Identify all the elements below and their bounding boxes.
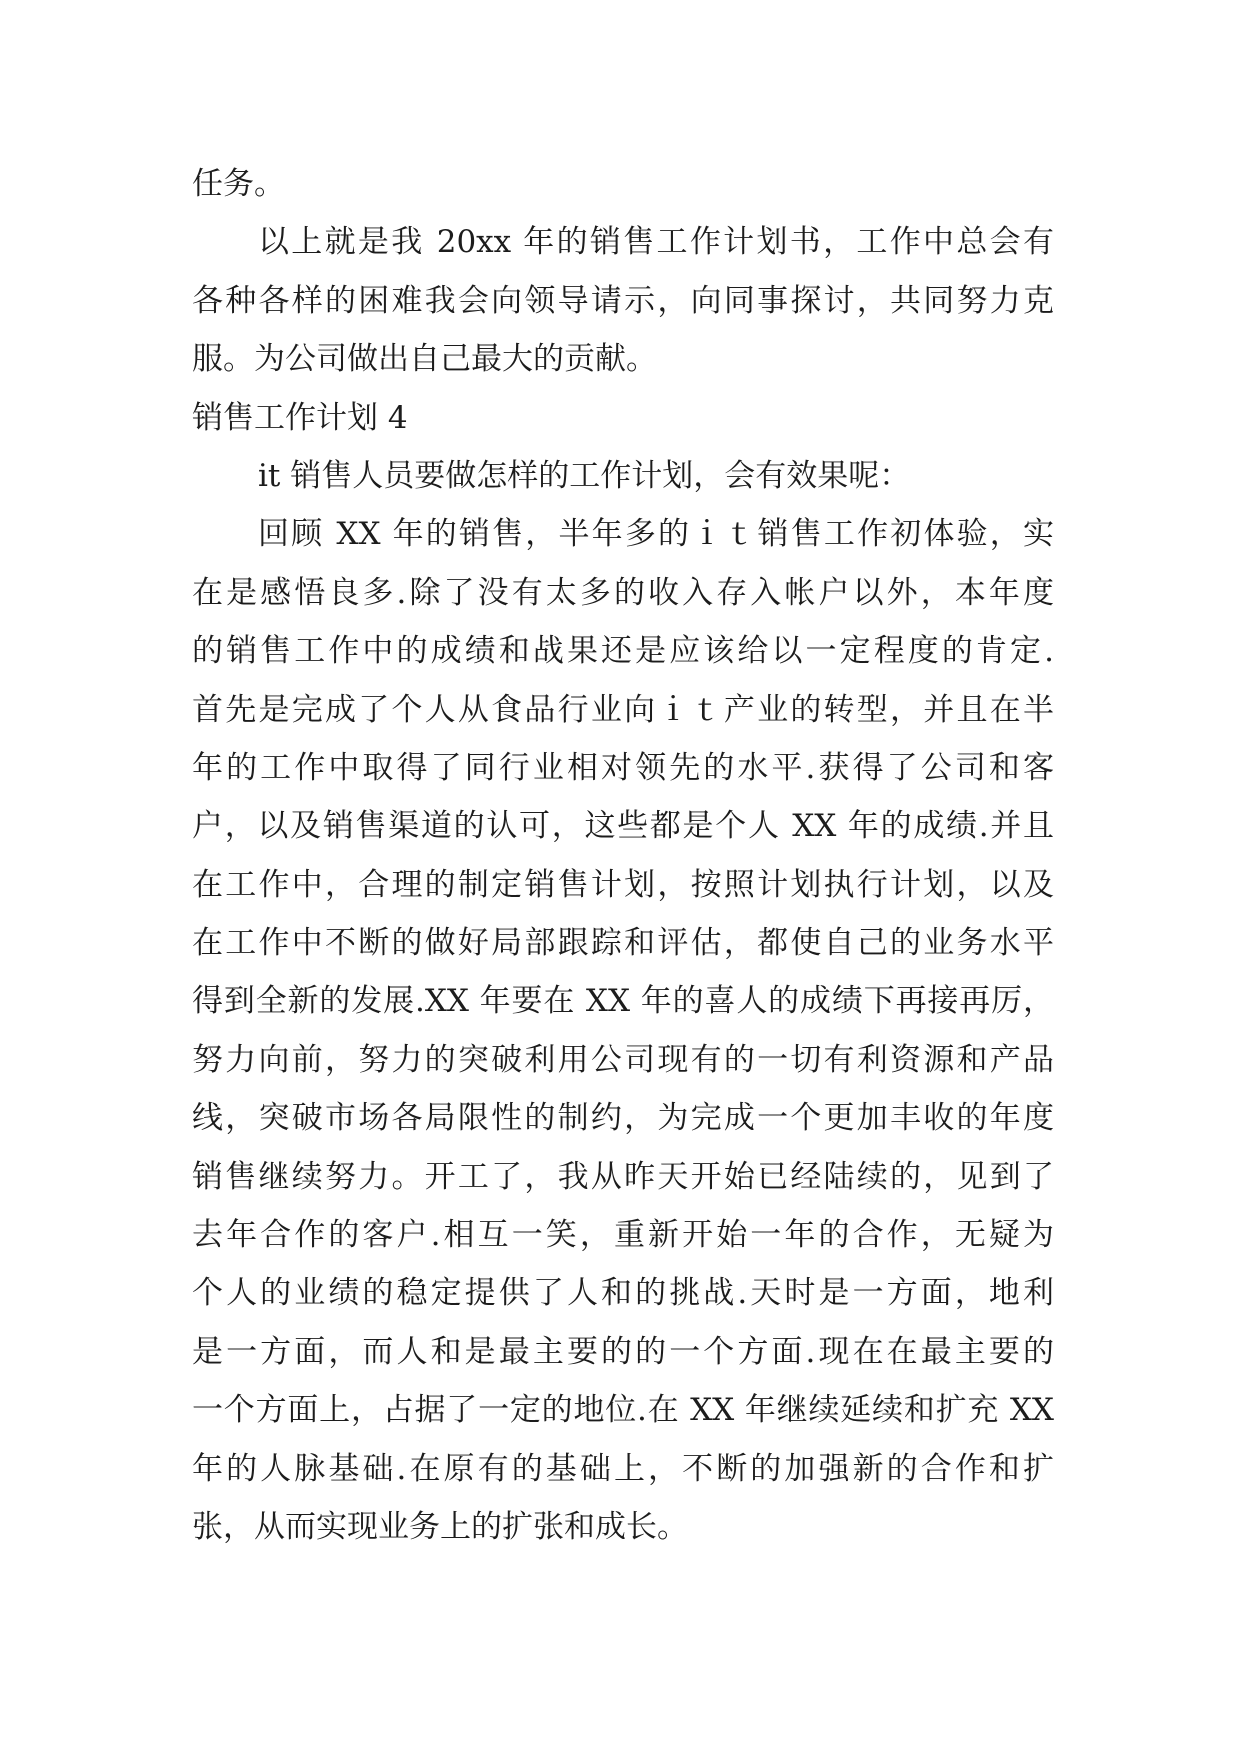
text-line: 年的人脉基础.在原有的基础上，不断的加强新的合作和扩 <box>192 1450 1054 1487</box>
text-line: 以上就是我 20xx 年的销售工作计划书，工作中总会有 <box>258 224 1054 261</box>
text-line: 各种各样的困难我会向领导请示，向同事探讨，共同努力克 <box>192 282 1054 319</box>
text-line: 一个方面上，占据了一定的地位.在 XX 年继续延续和扩充 XX <box>192 1392 1054 1429</box>
text-line: 是一方面，而人和是最主要的的一个方面.现在在最主要的 <box>192 1333 1054 1370</box>
text-line: 得到全新的发展.XX 年要在 XX 年的喜人的成绩下再接再厉， <box>192 983 1054 1020</box>
text-line: 服。为公司做出自己最大的贡献。 <box>192 341 657 378</box>
text-line: 在工作中，合理的制定销售计划，按照计划执行计划，以及 <box>192 866 1054 903</box>
text-line: 年的工作中取得了同行业相对领先的水平.获得了公司和客 <box>192 749 1054 786</box>
text-line: 张，从而实现业务上的扩张和成长。 <box>192 1508 688 1545</box>
document-body <box>192 155 1054 1556</box>
intro-line: it 销售人员要做怎样的工作计划，会有效果呢： <box>258 457 911 494</box>
body-paragraph <box>192 505 1054 1556</box>
text-line: 户，以及销售渠道的认可，这些都是个人 XX 年的成绩.并且 <box>192 808 1054 845</box>
text-line: 个人的业绩的稳定提供了人和的挑战.天时是一方面，地利 <box>192 1275 1054 1312</box>
section-heading-block <box>192 389 1054 447</box>
continuation-paragraph <box>192 155 1054 213</box>
text-line: 回顾 XX 年的销售，半年多的ｉｔ销售工作初体验，实 <box>258 516 1054 553</box>
closing-paragraph <box>192 213 1054 388</box>
text-line: 的销售工作中的成绩和战果还是应该给以一定程度的肯定. <box>192 633 1054 670</box>
text-line: 任务。 <box>192 166 285 202</box>
text-line: 努力向前，努力的突破利用公司现有的一切有利资源和产品 <box>192 1041 1054 1078</box>
text-line: 去年合作的客户.相互一笑，重新开始一年的合作，无疑为 <box>192 1217 1054 1254</box>
text-line: 线，突破市场各局限性的制约，为完成一个更加丰收的年度 <box>192 1100 1054 1137</box>
text-line: 销售继续努力。开工了，我从昨天开始已经陆续的，见到了 <box>192 1158 1054 1195</box>
text-line: 在工作中不断的做好局部跟踪和评估，都使自己的业务水平 <box>192 925 1054 962</box>
text-line: 在是感悟良多.除了没有太多的收入存入帐户以外，本年度 <box>192 574 1054 611</box>
text-line: 首先是完成了个人从食品行业向ｉｔ产业的转型，并且在半 <box>192 691 1054 728</box>
intro-paragraph <box>192 447 1054 505</box>
section-heading: 销售工作计划 4 <box>192 399 408 436</box>
